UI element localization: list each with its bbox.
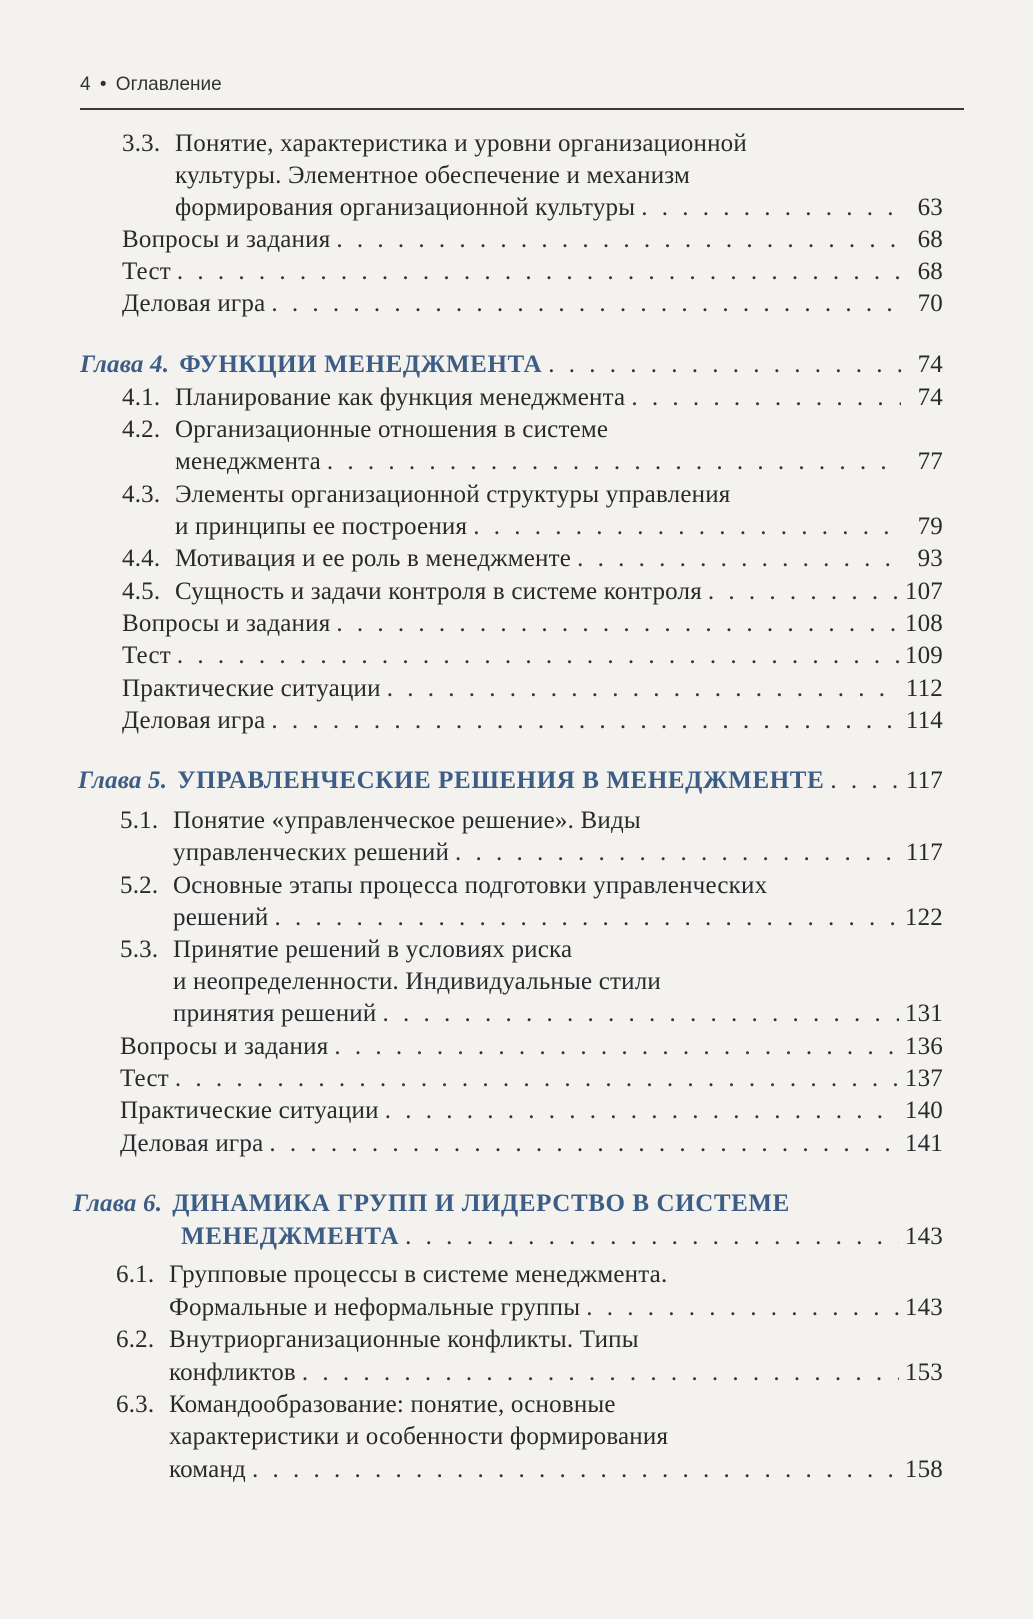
page-ref: 74 — [917, 351, 943, 378]
entry-title: Понятие, характеристика и уровни организационной — [175, 130, 747, 157]
toc-entry-4-3-last — [175, 511, 943, 543]
entry-title: Тест — [122, 642, 171, 669]
leader-dots — [382, 998, 898, 1030]
toc-entry-4-5[interactable] — [122, 576, 943, 608]
entry-title: Командообразование: понятие, основные — [169, 1391, 616, 1418]
toc-entry-6-3-cont — [169, 1421, 943, 1453]
toc-entry-5-1-last — [173, 837, 943, 869]
entry-title: Вопросы и задания — [122, 610, 331, 637]
page-ref: 117 — [905, 839, 943, 866]
running-head — [80, 74, 962, 96]
toc-entry-3-3-cont — [175, 160, 943, 192]
page-number: 4 — [80, 74, 91, 95]
page-ref: 143 — [904, 1294, 943, 1321]
entry-title: Деловая игра — [120, 1130, 264, 1157]
leader-dots — [177, 256, 901, 288]
toc-entry-questions[interactable] — [122, 224, 943, 256]
entry-title-cont: решений — [173, 904, 269, 931]
entry-title-cont: управленческих решений — [173, 839, 450, 866]
entry-title-cont: культуры. Элементное обеспечение и механизм — [175, 162, 691, 189]
header-divider — [80, 108, 964, 110]
entry-title: Принятие решений в условиях риска — [173, 936, 573, 963]
page-ref: 74 — [917, 384, 943, 411]
leader-dots — [271, 705, 899, 737]
toc-entry-5-3[interactable] — [120, 934, 943, 966]
toc-entry-5-1[interactable] — [120, 805, 943, 837]
entry-title: Практические ситуации — [122, 675, 381, 702]
leader-dots — [708, 576, 899, 608]
toc-chapter-6-last — [181, 1221, 943, 1253]
entry-title: Тест — [120, 1065, 169, 1092]
entry-title: Понятие «управленческое решение». Виды — [173, 807, 641, 834]
entry-title: Групповые процессы в системе менеджмента. — [169, 1261, 668, 1288]
toc-entry-4-4[interactable] — [122, 543, 943, 575]
toc-entry-questions[interactable] — [120, 1031, 943, 1063]
leader-dots — [175, 1063, 899, 1095]
entry-number: 5.2. — [120, 872, 159, 899]
entry-title-cont: менеджмента — [175, 448, 321, 475]
entry-title-cont: Формальные и неформальные группы — [169, 1294, 581, 1321]
entry-number: 6.3. — [116, 1391, 155, 1418]
leader-dots — [252, 1454, 899, 1486]
leader-dots — [385, 1095, 899, 1127]
entry-number: 4.2. — [122, 416, 161, 443]
leader-dots — [302, 1357, 899, 1389]
bullet-icon: • — [99, 74, 107, 95]
toc-entry-game[interactable] — [120, 1128, 943, 1160]
leader-dots — [577, 543, 901, 575]
chapter-label: Глава 5. — [78, 767, 168, 794]
chapter-title: ФУНКЦИИ МЕНЕДЖМЕНТА — [179, 351, 543, 378]
toc-entry-game[interactable] — [122, 288, 943, 320]
entry-number: 5.3. — [120, 936, 159, 963]
entry-title: Организационные отношения в системе — [175, 416, 609, 443]
page-ref: 153 — [904, 1359, 943, 1386]
chapter-title: УПРАВЛЕНЧЕСКИЕ РЕШЕНИЯ В МЕНЕДЖМЕНТЕ — [177, 767, 825, 794]
entry-title: Вопросы и задания — [120, 1033, 329, 1060]
entry-title-cont: конфликтов — [169, 1359, 296, 1386]
page-ref: 131 — [904, 1000, 943, 1027]
page-ref: 63 — [917, 194, 943, 221]
entry-number: 6.1. — [116, 1261, 155, 1288]
toc-entry-5-3-last — [173, 998, 943, 1030]
leader-dots — [336, 608, 898, 640]
chapter-label: Глава 4. — [80, 351, 170, 378]
leader-dots — [631, 382, 901, 414]
leader-dots — [269, 1128, 899, 1160]
toc-chapter-5[interactable] — [78, 765, 943, 797]
page-ref: 143 — [904, 1223, 943, 1250]
entry-title: Элементы организационной структуры управления — [175, 481, 731, 508]
chapter-label: Глава 6. — [73, 1190, 163, 1217]
entry-title-cont: и принципы ее построения — [175, 513, 468, 540]
leader-dots — [387, 673, 900, 705]
entry-number: 6.2. — [116, 1326, 155, 1353]
page-ref: 70 — [917, 290, 943, 317]
toc-entry-test[interactable] — [120, 1063, 943, 1095]
running-head-title: Оглавление — [115, 74, 222, 95]
toc-entry-4-1[interactable] — [122, 382, 943, 414]
toc-chapter-6[interactable] — [73, 1188, 943, 1220]
page-ref: 112 — [905, 675, 943, 702]
entry-title: Основные этапы процесса подготовки управленческих — [173, 872, 768, 899]
toc-entry-6-2[interactable] — [116, 1324, 943, 1356]
toc-entry-practice[interactable] — [120, 1095, 943, 1127]
entry-title: Сущность и задачи контроля в системе контроля — [175, 578, 702, 605]
toc-entry-3-3[interactable] — [122, 128, 943, 160]
toc-entry-test[interactable] — [122, 256, 943, 288]
page-ref: 141 — [904, 1130, 943, 1157]
page-ref: 140 — [904, 1097, 943, 1124]
entry-title-cont: характеристики и особенности формирования — [169, 1423, 669, 1450]
leader-dots — [586, 1292, 899, 1324]
toc-chapter-4[interactable] — [80, 349, 943, 381]
toc-entry-6-1[interactable] — [116, 1259, 943, 1291]
toc-entry-4-2[interactable] — [122, 414, 943, 446]
page-ref: 79 — [917, 513, 943, 540]
entry-title: Деловая игра — [122, 707, 266, 734]
leader-dots — [271, 288, 901, 320]
page-ref: 68 — [917, 258, 943, 285]
page-ref: 137 — [904, 1065, 943, 1092]
chapter-title-cont: МЕНЕДЖМЕНТА — [181, 1223, 400, 1250]
page-ref: 158 — [904, 1456, 943, 1483]
page-ref: 109 — [904, 642, 943, 669]
entry-title-cont: и неопределенности. Индивидуальные стили — [173, 968, 661, 995]
page-ref: 68 — [917, 226, 943, 253]
entry-title: Деловая игра — [122, 290, 266, 317]
toc-entry-practice[interactable] — [122, 673, 943, 705]
toc-entry-test[interactable] — [122, 640, 943, 672]
entry-title: Практические ситуации — [120, 1097, 379, 1124]
chapter-title: ДИНАМИКА ГРУПП И ЛИДЕРСТВО В СИСТЕМЕ — [172, 1190, 790, 1217]
toc-entry-3-3-last — [175, 192, 943, 224]
leader-dots — [405, 1221, 899, 1253]
leader-dots — [473, 511, 901, 543]
page-ref: 136 — [904, 1033, 943, 1060]
toc-entry-6-2-last — [169, 1357, 943, 1389]
entry-number: 4.3. — [122, 481, 161, 508]
entry-number: 4.4. — [122, 545, 161, 572]
page-ref: 114 — [905, 707, 943, 734]
toc-entry-game[interactable] — [122, 705, 943, 737]
entry-title: Тест — [122, 258, 171, 285]
entry-number: 4.5. — [122, 578, 161, 605]
entry-number: 5.1. — [120, 807, 159, 834]
entry-title: Мотивация и ее роль в менеджменте — [175, 545, 572, 572]
page-ref: 93 — [917, 545, 943, 572]
leader-dots — [641, 192, 901, 224]
entry-title: Внутриорганизационные конфликты. Типы — [169, 1326, 639, 1353]
page-ref: 77 — [917, 448, 943, 475]
leader-dots — [327, 446, 901, 478]
leader-dots — [455, 837, 900, 869]
page-ref: 117 — [905, 767, 943, 794]
toc-entry-5-2-last — [173, 902, 943, 934]
leader-dots — [336, 224, 901, 256]
toc-entry-4-2-last — [175, 446, 943, 478]
entry-title-cont: команд — [169, 1456, 246, 1483]
toc-entry-5-3-cont — [173, 966, 943, 998]
toc-entry-6-3-last — [169, 1454, 943, 1486]
toc-entry-4-3[interactable] — [122, 479, 943, 511]
page-ref: 122 — [904, 904, 943, 931]
entry-title: Вопросы и задания — [122, 226, 331, 253]
entry-number: 4.1. — [122, 384, 161, 411]
entry-title: Планирование как функция менеджмента — [175, 384, 626, 411]
toc-entry-5-2[interactable] — [120, 870, 943, 902]
entry-title-cont: принятия решений — [173, 1000, 377, 1027]
entry-title-cont: формирования организационной культуры — [175, 194, 636, 221]
page-ref: 107 — [904, 578, 943, 605]
toc-entry-questions[interactable] — [122, 608, 943, 640]
entry-number: 3.3. — [122, 130, 161, 157]
page-ref: 108 — [904, 610, 943, 637]
leader-dots — [548, 349, 901, 381]
leader-dots — [334, 1031, 898, 1063]
leader-dots — [830, 765, 899, 797]
toc-entry-6-1-last — [169, 1292, 943, 1324]
leader-dots — [177, 640, 899, 672]
leader-dots — [274, 902, 898, 934]
toc-entry-6-3[interactable] — [116, 1389, 943, 1421]
